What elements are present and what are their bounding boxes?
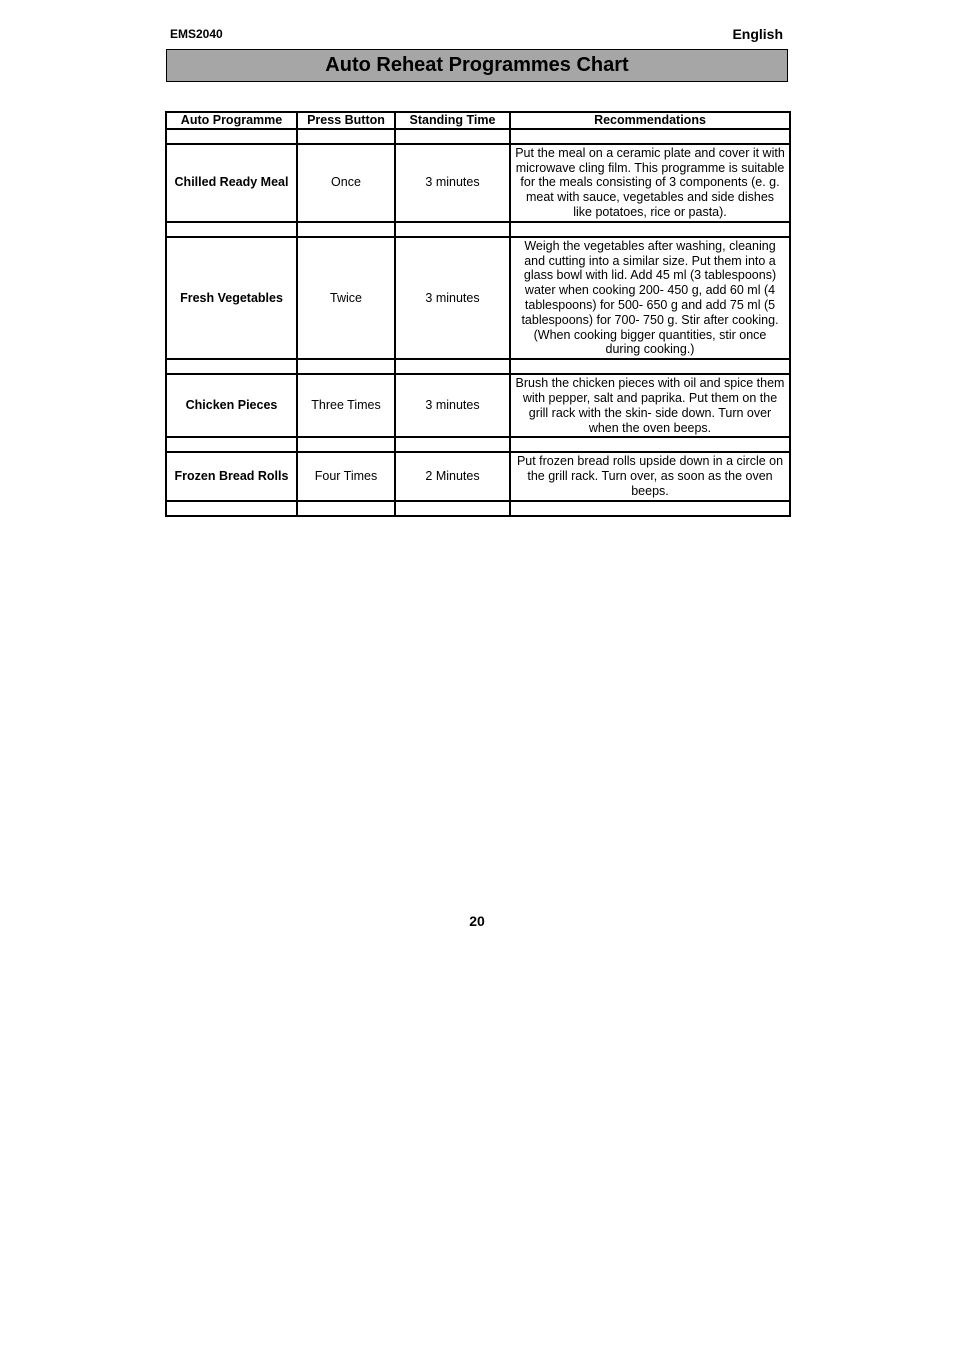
table-row: [166, 237, 790, 359]
table-header-row: [166, 112, 790, 129]
table-spacer-row: [166, 359, 790, 374]
column-header-programme: Auto Programme: [166, 112, 297, 129]
standing-time: 3 minutes: [395, 144, 510, 222]
page-number: 20: [469, 913, 485, 929]
standing-time: 3 minutes: [395, 374, 510, 437]
programme-name: Chilled Ready Meal: [166, 144, 297, 222]
programme-name: Frozen Bread Rolls: [166, 452, 297, 500]
press-count: Once: [297, 144, 395, 222]
table-row: [166, 374, 790, 437]
table-spacer-row: [166, 222, 790, 237]
model-number: EMS2040: [170, 27, 223, 41]
recommendation: Put the meal on a ceramic plate and cover it with microwave cling film. This programme is suitable for the meals consisting of 3 components (e. g. meat with sauce, vegetables and side dishes like potatoes, rice or pasta).: [510, 144, 790, 222]
page-title: Auto Reheat Programmes Chart: [166, 49, 788, 82]
table-row: [166, 144, 790, 222]
table-spacer-row: [166, 129, 790, 144]
table-row: [166, 452, 790, 500]
recommendation: Put frozen bread rolls upside down in a circle on the grill rack. Turn over, as soon as the oven beeps.: [510, 452, 790, 500]
recommendation: Weigh the vegetables after washing, cleaning and cutting into a similar size. Put them into a glass bowl with lid. Add 45 ml (3 tablespoons) water when cooking 200- 450 g, add 60 ml (4 tablespoons) for 500- 650 g and add 75 ml (5 tablespoons) for 700- 750 g. Stir after cooking. (When cooking bigger quantities, stir once during cooking.): [510, 237, 790, 359]
table-spacer-row: [166, 501, 790, 516]
auto-reheat-table: [165, 111, 791, 517]
press-count: Twice: [297, 237, 395, 359]
press-count: Four Times: [297, 452, 395, 500]
column-header-recommendations: Recommendations: [510, 112, 790, 129]
recommendation: Brush the chicken pieces with oil and spice them with pepper, salt and paprika. Put them on the grill rack with the skin- side down. Turn over when the oven beeps.: [510, 374, 790, 437]
standing-time: 3 minutes: [395, 237, 510, 359]
column-header-press-button: Press Button: [297, 112, 395, 129]
programme-name: Fresh Vegetables: [166, 237, 297, 359]
standing-time: 2 Minutes: [395, 452, 510, 500]
programme-name: Chicken Pieces: [166, 374, 297, 437]
press-count: Three Times: [297, 374, 395, 437]
table-spacer-row: [166, 437, 790, 452]
language-label: English: [732, 26, 783, 42]
column-header-standing-time: Standing Time: [395, 112, 510, 129]
